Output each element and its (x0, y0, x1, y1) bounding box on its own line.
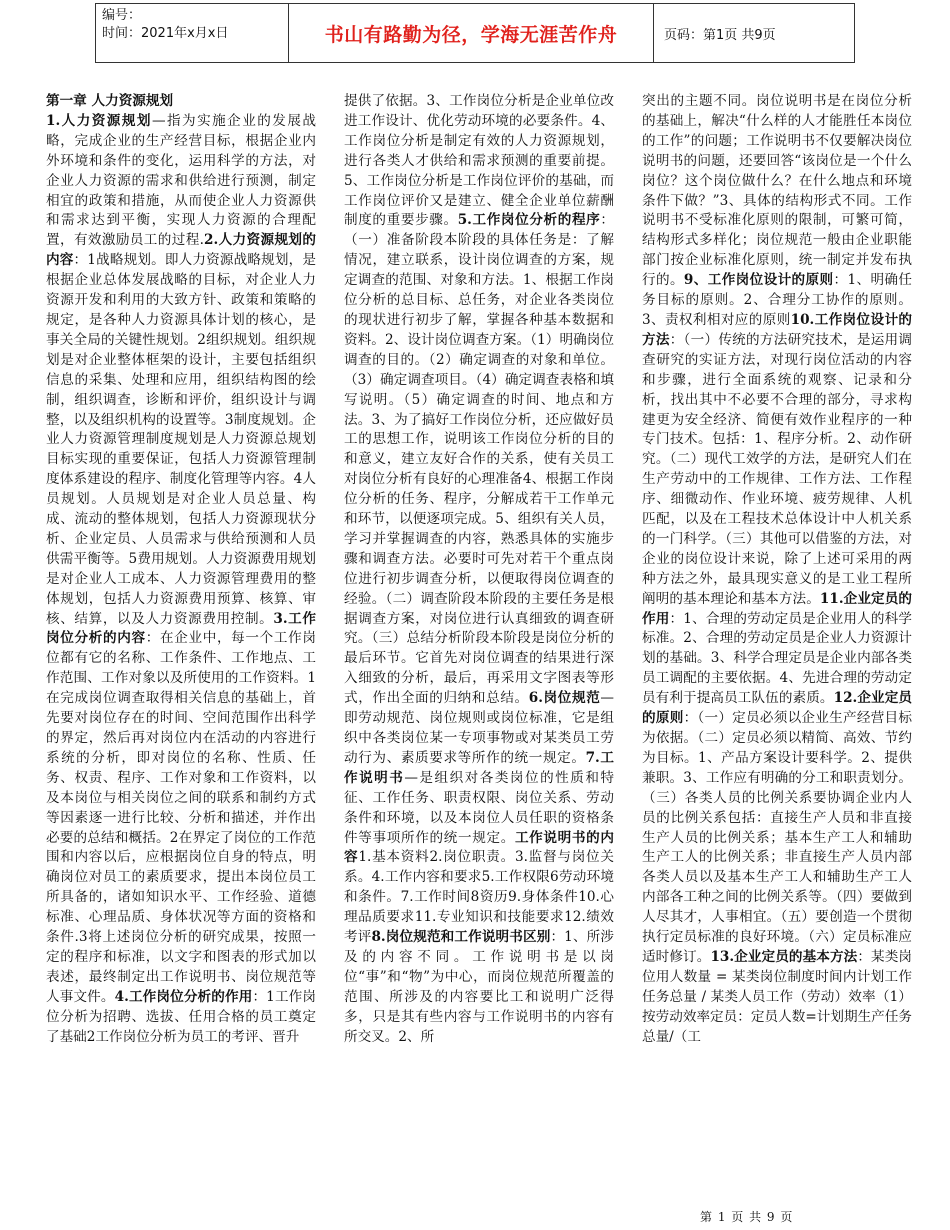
header-page-number: 页码：第1页 共9页 (664, 27, 776, 43)
body-text: ：某类岗位用人数量 = 某类岗位制度时间内计划工作任务总量 / 某类人员工作（劳动）效率（1）按劳动效率定员：定员人数=计划期生产任务总量/（工 (642, 948, 912, 1045)
section-heading: 3.工作岗位分析的内容 (46, 610, 316, 647)
text-column-2 (344, 92, 614, 1192)
section-heading: 4.工作岗位分析的作用 (114, 988, 253, 1005)
body-text: ：1、所涉及的内容不同。工作说明书是以岗位“事”和“物”为中心，而岗位规范所覆盖的范围、所涉及的内容要比工和说明广泛得多，只是其有些内容与工作说明书的内容有所交叉。2、所 (344, 929, 614, 1045)
body-text: ：（一）定员必须以企业生产经营目标为依据。（二）定员必须以精简、高效、节约为目标。1、产品方案设计要科学。2、提供兼职。3、工作应有明确的分工和职责划分。（三）各类人员的比例关系要协调企业内人员的比例关系包括：直接生产人员和非直接生产人员的比例关系；基本生产工人和辅助生产工人的比例关系；非直接生产人员内部各类人员以及基本生产工人和辅助生产工人内部各工种之间的比例关系等。（四）要做到人尽其才，人事相宜。（五）要创造一个贯彻执行定员标准的良好环境。（六）定员标准应适时修订。 (642, 710, 912, 965)
body-text: ：1、合理的劳动定员是企业用人的科学标准。2、合理的劳动定员是企业人力资源计划的基础。3、科学合理定员是企业内部各类员工调配的主要依据。4、先进合理的劳动定员有利于提高员工队伍的素质。 (642, 610, 912, 707)
body-text: ：（一）准备阶段本阶段的具体任务是：了解情况，建立联系，设计岗位调查的方案，规定调查的范围、对象和方法。1、根据工作岗位分析的总目标、总任务，对企业各类岗位的现状进行初步了解，掌握各种基本数据和资料。2、设计岗位调查方案。（1）明确岗位调查的目的。（2）确定调查的对象和单位。（3）确定调查项目。（4）确定调查表格和填写说明。（5）确定调查的时间、地点和方法。3、为了搞好工作岗位分析，还应做好员工的思想工作，说明该工作岗位分析的目的和意义，建立友好合作的关系，使有关员工对岗位分析有良好的心理准备4、根据工作岗位分析的任务、程序，分解成若干工作单元和环节，以便逐项完成。5、组织有关人员，学习并掌握调查的内容，熟悉具体的实施步骤和调查方法。必要时可先对若干个重点岗位进行初步调查分析，以便取得岗位调查的经验。（二）调查阶段本阶段的主要任务是根据调查方案，对岗位进行认真细致的调查研究。（三）总结分析阶段本阶段是岗位分析的最后环节。它首先对岗位调查的结果进行深入细致的分析，最后，再采用文字图表等形式，作出全面的归纳和总结。 (344, 212, 614, 707)
document-number-label: 编号： (102, 8, 142, 23)
body-text: —即劳动规范、岗位规则或岗位标准，它是组织中各类岗位某一专项事物或对某类员工劳动行为、素质要求等所作的统一规定。 (344, 690, 614, 766)
header-motto: 书山有路勤为径，学海无涯苦作舟 (289, 4, 654, 62)
body-text: 突出的主题不同。岗位说明书是在岗位分析的基础上，解决“什么样的人才能胜任本岗位的工作”的问题；工作说明书不仅要解决岗位说明书的问题，还要回答“该岗位是一个什么岗位？这个岗位做什么？在什么地点和环境条件下做？”3、具体的结构形式不同。工作说明书不受标准化原则的限制，可繁可简，结构形式多样化；岗位规范一般由企业职能部门按企业标准化原则，统一制定并发布执行的。 (642, 93, 912, 289)
section-heading: 10.工作岗位设计的方法 (642, 311, 912, 348)
page-footer: 第 1 页 共 9 页 (700, 1210, 794, 1224)
section-heading: 6.岗位规范 (528, 690, 601, 707)
body-text: —是组织对各类岗位的性质和特征、工作任务、职责权限、岗位关系、劳动条件和环境，以及本岗位人员任职的资格条件等事项所作的统一规定。 (344, 769, 614, 846)
body-text: ：在企业中，每一个工作岗位都有它的名称、工作条件、工作地点、工作范围、工作对象以及所使用的工作资料。1在完成岗位调查取得相关信息的基础上，首先要对岗位存在的时间、空间范围作出科学的界定，然后再对岗位内在活动的内容进行系统的分析，即对岗位的名称、性质、任务、权责、程序、工作对象和工作资料，以及本岗位与相关岗位之间的联系和制约方式等因素逐一进行比较、分析和描述，并作出必要的总结和概括。2在界定了岗位的工作范围和内容以后，应根据岗位自身的特点，明确岗位对员工的素质要求，提出本岗位员工所具备的，诸如知识水平、工作经验、道德标准、心理品质、身体状况等方面的资格和条件.3将上述岗位分析的研究成果，按照一定的程序和标准，以文字和图表的形式加以表述，最终制定出工作说明书、岗位规范等人事文件。 (46, 630, 316, 1005)
body-text: ：1、明确任务目标的原则。2、合理分工协作的原则。3、责权利相对应的原则 (642, 272, 912, 328)
section-heading: 8.岗位规范和工作说明书区别 (371, 929, 551, 946)
section-heading: 工作说明书的内容 (344, 829, 614, 866)
section-heading: 11.企业定员的作用 (642, 590, 912, 627)
text-column-3 (642, 92, 912, 1192)
page-header (95, 3, 855, 63)
section-heading: 5.工作岗位分析的程序 (457, 212, 601, 229)
header-meta (96, 4, 289, 62)
document-body (46, 92, 912, 1192)
section-heading: 1.人力资源规划 (46, 112, 152, 129)
section-heading: 12.企业定员的原则 (642, 690, 912, 727)
document-time-label: 时间：2021年x月x日 (102, 26, 229, 41)
body-text: ：（一）传统的方法研究技术，是运用调查研究的实证方法，对现行岗位活动的内容和步骤，进行全面系统的观察、记录和分析，找出其中不必要不合理的部分，寻求构建更为安全经济、简便有效作业程序的一种专门技术。包括：1、程序分析。2、动作研究。（二）现代工效学的方法，是研究人们在生产劳动中的工作规律、工作方法、工作程序、细微动作、作业环境、疲劳规律、人机匹配，以及在工程技术总体设计中人机关系的一门科学。（三）其他可以借鉴的方法，对企业的岗位设计来说，除了上述可采用的两种方法之外，最具现实意义的是工业工程所阐明的基本理论和基本方法。 (642, 331, 912, 607)
section-heading: 2.人力资源规划的内容 (46, 232, 316, 269)
section-heading: 第一章 人力资源规划 (46, 93, 174, 109)
text-column-1 (46, 92, 316, 1192)
section-heading: 13.企业定员的基本方法 (710, 948, 858, 965)
section-heading: 9、工作岗位设计的原则 (683, 272, 834, 289)
body-text: —指为实施企业的发展战略，完成企业的生产经营目标，根据企业内外环境和条件的变化，运用科学的方法，对企业人力资源的需求和供给进行预测，制定相宜的政策和措施，从而使企业人力资源供和需求达到平衡，实现人力资源的合理配置，有效激励员工的过程. (46, 112, 316, 249)
body-text: 提供了依据。3、工作岗位分析是企业单位改进工作设计、优化劳动环境的必要条件。4、工作岗位分析是制定有效的人力资源规划，进行各类人才供给和需求预测的重要前提。5、工作岗位分析是工作岗位评价的基础，而工作岗位评价又是建立、健全企业单位薪酬制度的重要步骤。 (344, 93, 614, 229)
body-text: 1.基本资料2.岗位职责。3.监督与岗位关系。4.工作内容和要求5.工作权限6劳动环境和条件。7.工作时间8资历9.身体条件10.心理品质要求11.专业知识和技能要求12.绩效考评 (344, 849, 614, 946)
body-text: ：1战略规划。即人力资源战略规划，是根据企业总体发展战略的目标，对企业人力资源开发和利用的大致方针、政策和策略的规定，是各种人力资源具体计划的核心，是事关全局的关键性规划。2组织规划。组织规划是对企业整体框架的设计，主要包括组织信息的采集、处理和应用，组织结构图的绘制，组织调查，诊断和评价，组织设计与调整，以及组织机构的设置等。3制度规划。企业人力资源管理制度规划是人力资源总规划目标实现的重要保证，包括人力资源管理制度体系建设的程序、制度化管理等内容。4人员规划。人员规划是对企业人员总量、构成、流动的整体规划，包括人力资源现状分析、企业定员、人员需求与供给预测和人员供需平衡等。5费用规划。人力资源费用规划是对企业人工成本、人力资源管理费用的整体规划，包括人力资源费用预算、核算、审核、结算，以及人力资源费用控制。 (46, 252, 316, 627)
body-text: ：1工作岗位分析为招聘、选拔、任用合格的员工奠定了基础2工作岗位分析为员工的考评、晋升 (46, 988, 316, 1045)
section-heading: 7.工作说明书 (344, 749, 614, 786)
